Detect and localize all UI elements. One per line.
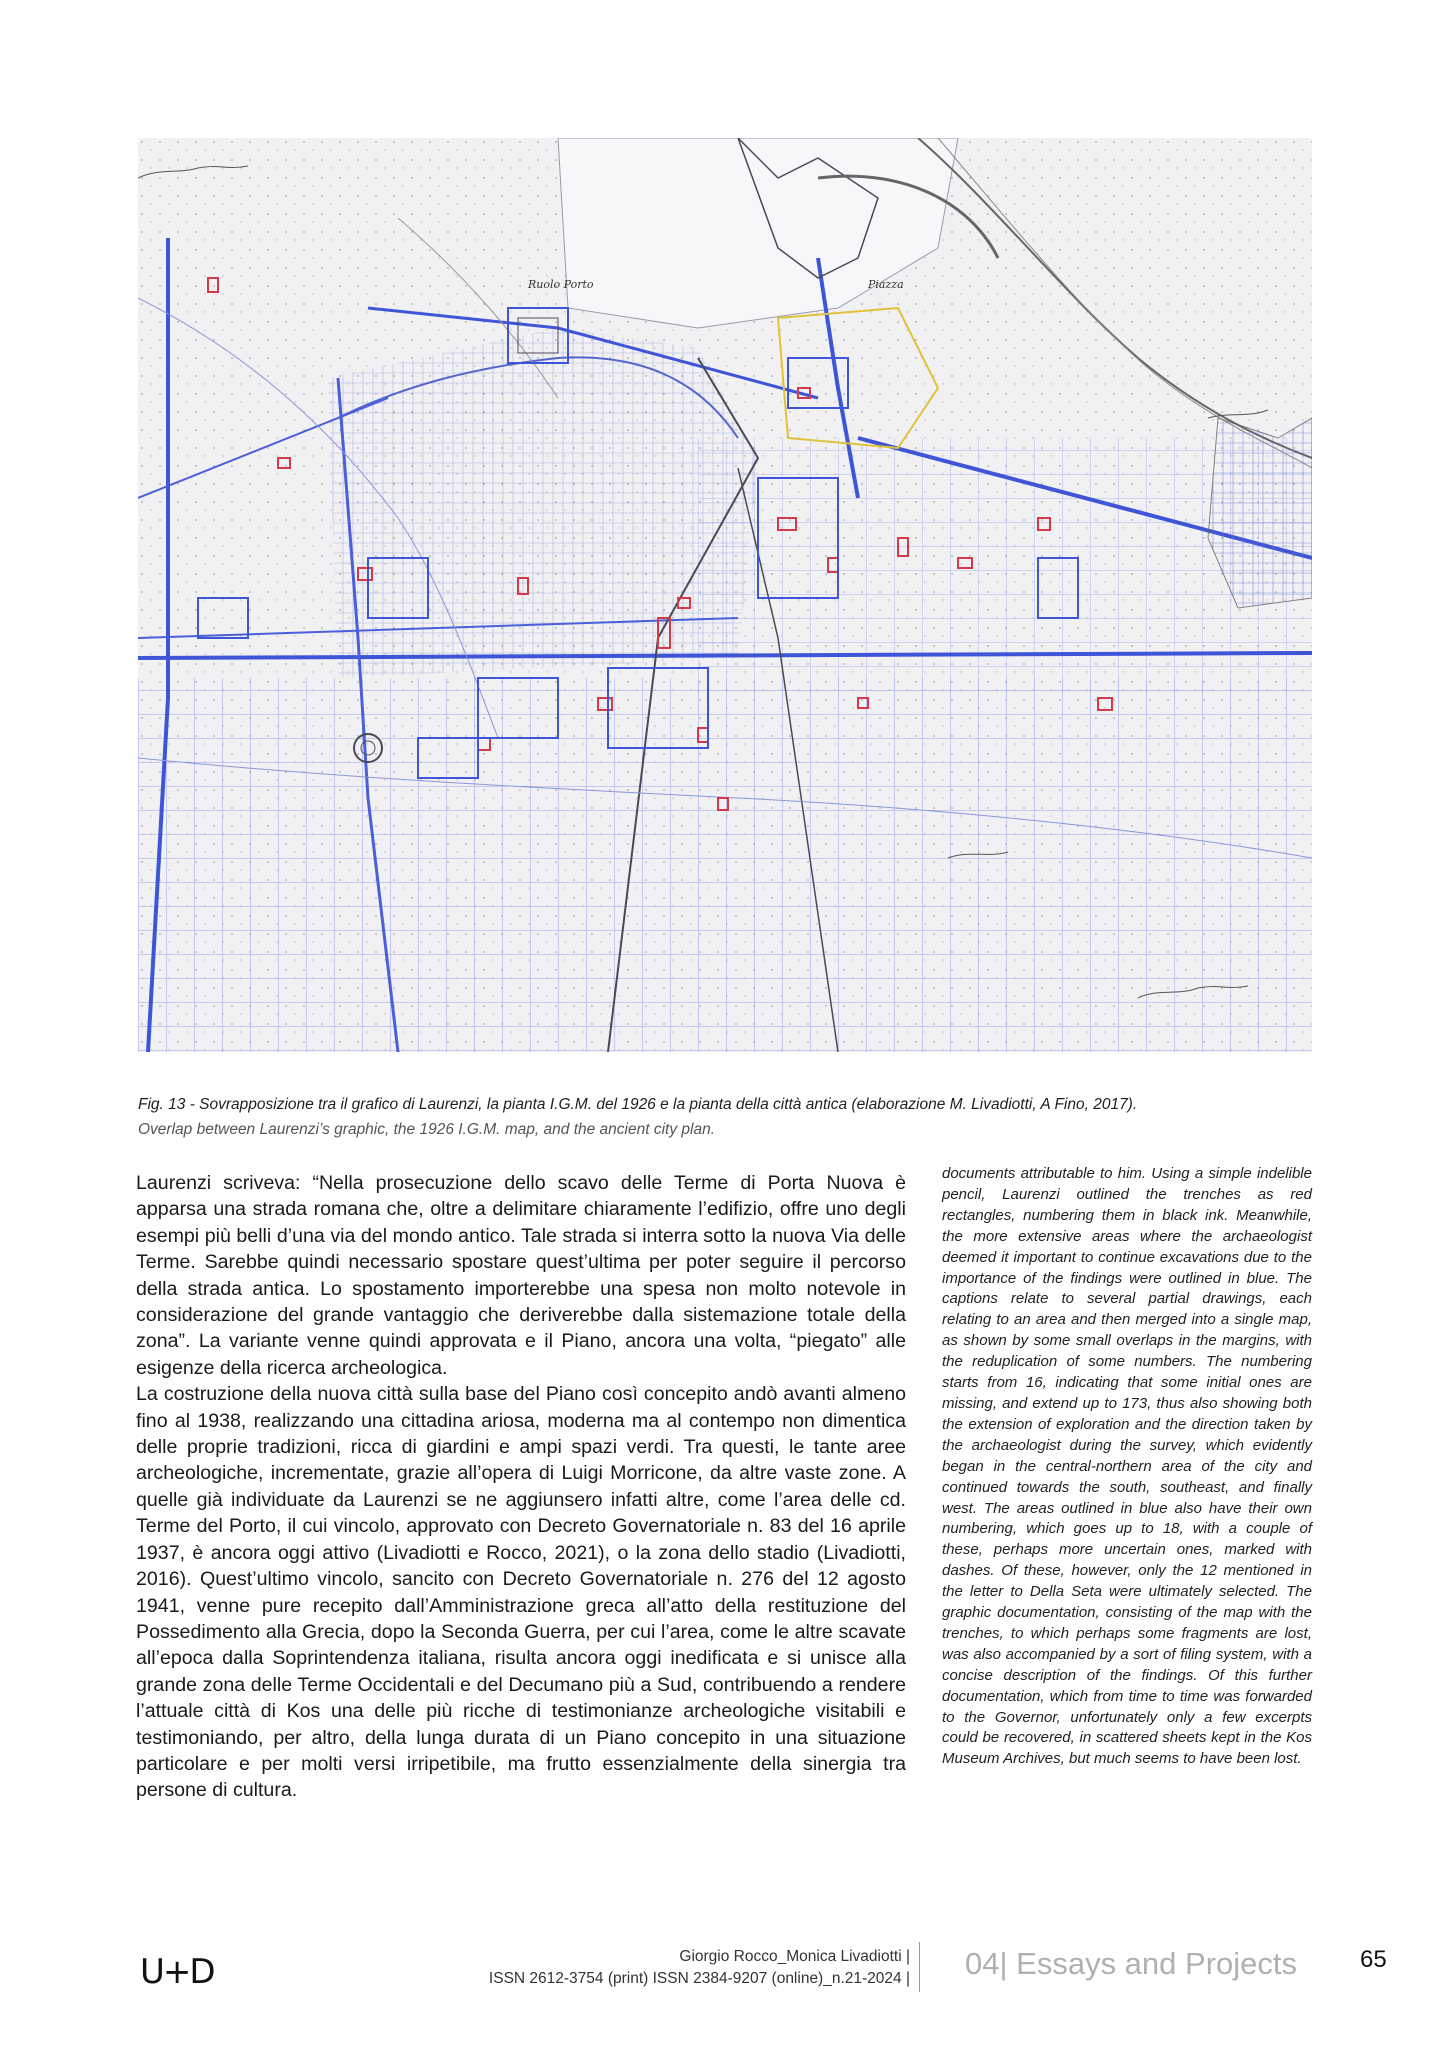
caption-italian: Fig. 13 - Sovrapposizione tra il grafico di Laurenzi, la pianta I.G.M. del 1926 e la pianta della città antica (elaborazione M. Livadiotti, A Fino, 2017). [138, 1096, 1138, 1113]
footer-section-title: 04| Essays and Projects [965, 1946, 1297, 1981]
main-body-text [136, 1170, 906, 1804]
journal-logo: U+D [140, 1952, 214, 1992]
caption-english: Overlap between Laurenzi’s graphic, the 1926 I.G.M. map, and the ancient city plan. [138, 1121, 715, 1138]
body-paragraph-1: Laurenzi scriveva: “Nella prosecuzione dello scavo delle Terme di Porta Nuova è apparsa una strada romana che, oltre a delimitare chiaramente l’edifizio, offre uno degli esempi più belli d’una via del mondo antico. Tale strada si interra sotto la nuova Via delle Terme. Sarebbe quindi necessario spostare quest’ultima per poter seguire il percorso della strada antica. Lo spostamento importerebbe una spesa non molto notevole in considerazione del grande vantaggio che deriverebbe dalla sistemazione totale della zona”. La variante venne quindi approvata e il Piano, ancora una volta, “piegato” alle esigenze della ricerca archeologica. [136, 1172, 906, 1379]
footer-divider [919, 1942, 920, 1992]
map-label-porto: Ruolo Porto [528, 278, 594, 291]
english-sidebar-text: documents attributable to him. Using a simple indelible pencil, Laurenzi outlined the trenches as red rectangles, numbering them in black ink. Meanwhile, the more extensive areas where the archaeologist deemed it important to continue excavations due to the importance of the findings were outlined in blue. The captions relate to several partial drawings, each relating to an area and then merged into a single map, as shown by some small overlaps in the margins, with the reduplication of some numbers. The numbering starts from 16, indicating that some initial ones are missing, and extend up to 173, thus also showing both the extension of exploration and the direction taken by the archaeologist during the survey, which evidently began in the central-northern area of the city and continued towards the south, southeast, and finally west. The areas outlined in blue also have their own numbering, which goes up to 18, with a couple of these, perhaps more uncertain ones, marked with dashes. Of these, however, only the 12 mentioned in the letter to Della Seta were ultimately selected. The graphic documentation, consisting of the map with the trenches, to which perhaps some fragments are lost, was also accompanied by a sort of filing system, with a concise description of the findings. Of this further documentation, which from time to time was forwarded to the Governor, unfortunately only a few excerpts could be recovered, in scattered sheets kept in the Kos Museum Archives, but much seems to have been lost. [942, 1165, 1312, 1768]
page-number: 65 [1360, 1946, 1387, 1973]
footer-authors [380, 1946, 910, 1990]
body-paragraph-2: La costruzione della nuova città sulla base del Piano così concepito andò avanti almeno fino al 1938, realizzando una cittadina ariosa, moderna ma al contempo non dimentica delle proprie tradizioni, ricca di giardini e ampi spazi verdi. Tra questi, le tante aree archeologiche, incrementate, grazie all’opera di Luigi Morricone, da altre vaste zone. A quelle già individuate da Laurenzi se ne aggiunsero infatti altre, come l’area delle cd. Terme del Porto, il cui vincolo, approvato con Decreto Governatoriale n. 83 del 16 aprile 1937, è ancora oggi attivo (Livadiotti e Rocco, 2021), o la zona dello stadio (Livadiotti, 2016). Quest’ultimo vincolo, sancito con Decreto Governatoriale n. 276 del 12 agosto 1941, venne pure recepito dall’Amministrazione greca all’atto della restituzione del Possedimento alla Grecia, dopo la Seconda Guerra, per cui l’area, come le altre scavate all’epoca dalla Soprintendenza italiana, risulta ancora oggi inedificata e si unisce alla grande zona delle Terme Occidentali e del Decumano più a Sud, contribuendo a rendere l’attuale città di Kos una delle più ricche di testimonianze archeologiche visitabili e testimoniando, per altro, della lunga durata di un Piano concepito in una situazione particolare e per molti versi irripetibile, ma frutto essenzialmente della sinergia tra persone di cultura. [136, 1383, 906, 1802]
ancient-grid-south [138, 678, 1312, 1052]
archaeological-map [138, 138, 1312, 1052]
footer-author-names: Giorgio Rocco_Monica Livadiotti | [679, 1948, 910, 1965]
figure-caption [138, 1092, 1318, 1142]
map-label-piazza: Piazza [868, 278, 904, 291]
footer-issn: ISSN 2612-3754 (print) ISSN 2384-9207 (online)_n.21-2024 | [488, 1970, 910, 1987]
map-figure [138, 138, 1312, 1052]
